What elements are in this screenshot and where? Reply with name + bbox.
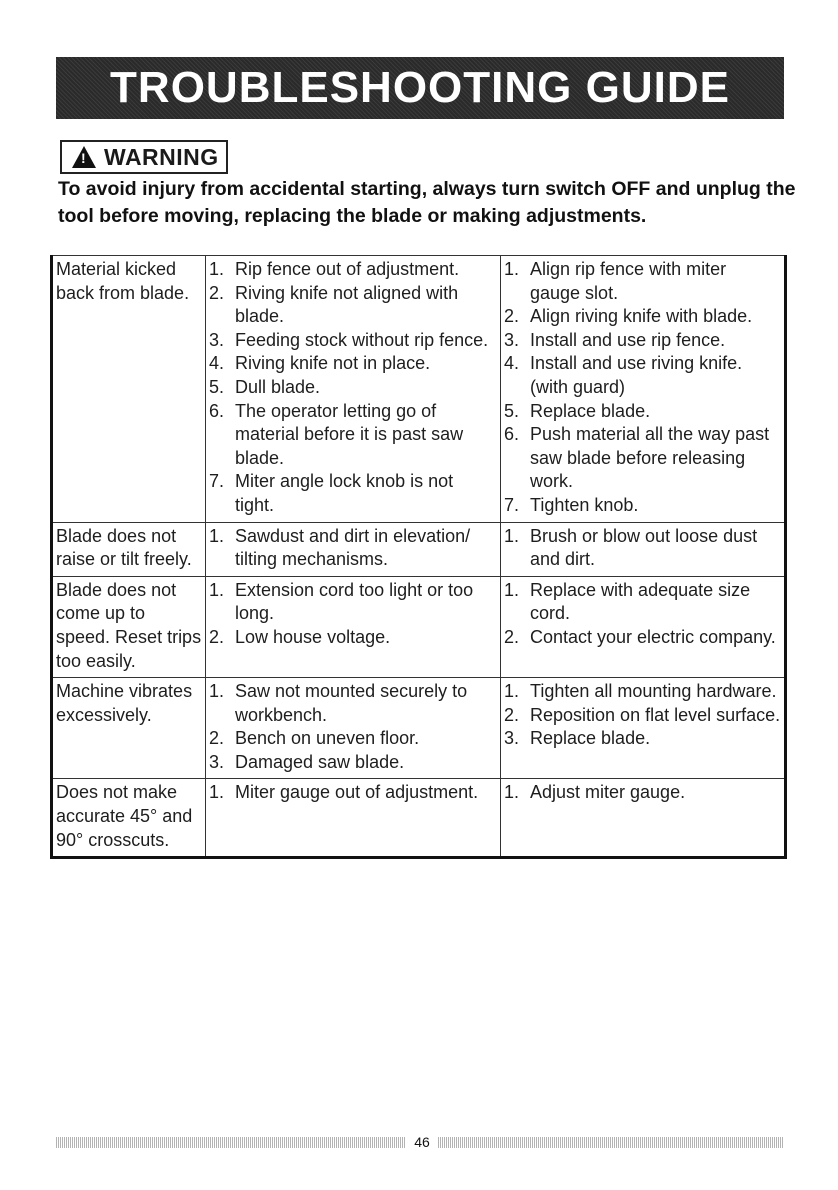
footer-rule-right: [438, 1137, 784, 1148]
problem-cell: Blade does not raise or tilt freely.: [52, 522, 206, 576]
remedy-item: 3. Replace blade.: [504, 728, 651, 749]
cause-item: 3. Feeding stock without rip fence.: [209, 329, 489, 350]
footer-rule-left: [56, 1137, 406, 1148]
remedy-item: 1. Align rip fence with miter gauge slot.: [504, 259, 727, 303]
remedy-item: 4. Install and use riving knife. (with guard): [504, 353, 743, 397]
problem-cell: Material kicked back from blade.: [52, 256, 206, 523]
remedy-item: 1. Tighten all mounting hardware.: [504, 681, 777, 702]
remedy-cell: [501, 522, 786, 576]
remedy-item: 2. Contact your electric company.: [504, 626, 776, 647]
remedy-item: 1. Adjust miter gauge.: [504, 782, 686, 803]
cause-item: 5. Dull blade.: [209, 376, 321, 397]
cause-item: 3. Damaged saw blade.: [209, 751, 405, 772]
cause-item: 2. Riving knife not aligned with blade.: [209, 282, 459, 327]
cause-item: 1. Sawdust and dirt in elevation/ tilting mechanisms.: [209, 525, 471, 570]
problem-cell: Machine vibrates excessively.: [52, 678, 206, 779]
remedy-item: 3. Install and use rip fence.: [504, 329, 726, 350]
troubleshooting-table: [50, 255, 787, 859]
cause-item: 4. Riving knife not in place.: [209, 353, 431, 374]
cause-item: 1. Rip fence out of adjustment.: [209, 259, 460, 279]
page-number: 46: [414, 1134, 430, 1150]
cause-item: 1. Saw not mounted securely to workbench.: [209, 681, 468, 725]
warning-label-box: [60, 140, 228, 174]
remedy-cell: [501, 256, 786, 523]
page-title: TROUBLESHOOTING GUIDE: [110, 63, 730, 112]
cause-item: 2. Low house voltage.: [209, 626, 391, 647]
remedy-item: 2. Align riving knife with blade.: [504, 306, 753, 327]
page-footer: [56, 1135, 784, 1151]
remedy-item: 2. Reposition on flat level surface.: [504, 704, 781, 725]
title-banner: [56, 57, 784, 119]
problem-cell: Does not make accurate 45° and 90° crosscuts.: [52, 779, 206, 858]
cause-cell: [206, 678, 501, 779]
cause-cell: [206, 779, 501, 858]
remedy-item: 1. Brush or blow out loose dust and dirt.: [504, 525, 758, 570]
warning-text: To avoid injury from accidental starting, always turn switch OFF and unplug the tool before moving, replacing the blade or making adjustments.: [58, 178, 796, 227]
remedy-item: 5. Replace blade.: [504, 400, 651, 421]
cause-item: 1. Miter gauge out of adjustment.: [209, 782, 479, 803]
remedy-cell: [501, 576, 786, 677]
remedy-cell: [501, 779, 786, 858]
cause-item: 7. Miter angle lock knob is not tight.: [209, 471, 454, 515]
remedy-cell: [501, 678, 786, 779]
remedy-item: 6. Push material all the way past saw blade before releasing work.: [504, 424, 770, 492]
cause-cell: [206, 256, 501, 523]
problem-cell: Blade does not come up to speed. Reset trips too easily.: [52, 576, 206, 677]
warning-triangle-icon: !: [72, 146, 96, 168]
cause-cell: [206, 576, 501, 677]
table-row: [52, 256, 786, 523]
cause-cell: [206, 522, 501, 576]
warning-label: WARNING: [104, 143, 219, 170]
cause-item: 2. Bench on uneven floor.: [209, 728, 420, 749]
cause-item: 6. The operator letting go of material before it is past saw blade.: [209, 400, 464, 468]
cause-item: 1. Extension cord too light or too long.: [209, 579, 474, 624]
remedy-item: 7. Tighten knob.: [504, 494, 639, 515]
table-row: [52, 779, 786, 858]
remedy-item: 1. Replace with adequate size cord.: [504, 579, 751, 624]
table-row: [52, 576, 786, 677]
table-row: [52, 678, 786, 779]
table-row: [52, 522, 786, 576]
